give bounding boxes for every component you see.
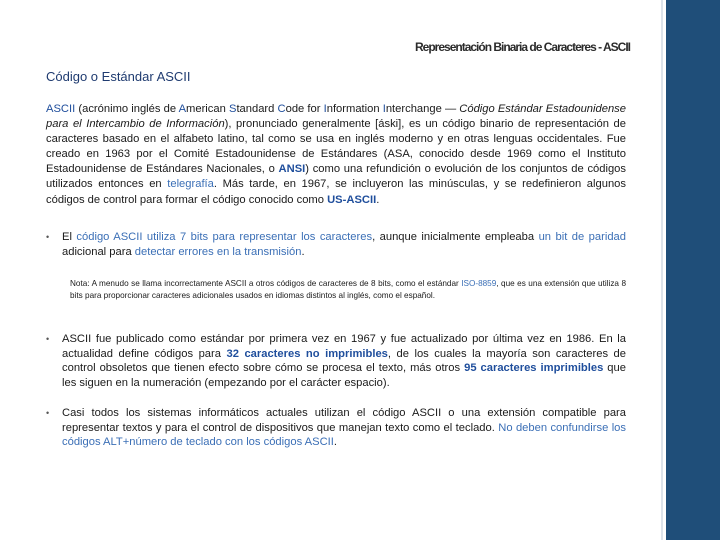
bullet-text-part: , aunque inicialmente empleaba (372, 231, 539, 243)
bullet-text-part: . (301, 245, 305, 258)
note-text: , que es una extensión que utiliza 8 bits para proporcionar caracteres adicionales usados en idiomas distintos al inglés, como el español. (70, 279, 626, 300)
acronym-letter: S (228, 103, 237, 115)
bullet-7-bits (46, 230, 626, 259)
section-heading: Código o Estándar ASCII (46, 69, 191, 84)
sidebar-divider (661, 0, 663, 540)
intro-text: merican (186, 103, 229, 115)
us-ascii-link[interactable]: US-ASCII (327, 193, 377, 206)
acronym-letter: A (178, 103, 187, 115)
intro-text: nformation (326, 103, 383, 115)
bullet-mark: • (46, 408, 50, 418)
intro-text: nterchange — (385, 103, 460, 115)
bullet-text (62, 406, 626, 450)
note-text: Nota: A menudo se llama incorrectamente ASCII a otros códigos de caracteres de 8 bits, como el estándar (70, 279, 462, 288)
bullet-mark: • (46, 232, 50, 242)
bullet-sistemas (46, 406, 626, 450)
bullet-text-part: que les siguen en la numeración (empezando por el carácter espacio). (62, 362, 626, 389)
bullet-text-part: El (62, 231, 77, 243)
acronym-letter: C (277, 103, 286, 115)
highlight-detectar-errores: detectar errores en la transmisión (134, 245, 302, 258)
telegrafia-link[interactable]: telegrafía (167, 178, 214, 191)
intro-text: (acrónimo inglés de (75, 103, 179, 115)
bullet-text (62, 230, 626, 259)
intro-text: ), pronunciado generalmente [áski], es un código binario de representación de caracteres basado en el alfabeto latino, tal como se usa en inglés moderno y en otras lenguas occidentales. Fue creado en 1963 por el Comité Estadounidense de Estándares (ASA, conocido desde 1969 como el Instituto Estadounidense de Estándares Nacionales, o (46, 118, 626, 176)
intro-text: tandard (236, 103, 278, 115)
ascii-link[interactable]: ASCII (46, 103, 76, 115)
bullet-text-part: , de los cuales la mayoría son caracteres de control obsoletos que tienen efecto sobre cómo se procesa el texto, más otros (62, 347, 627, 374)
bullet-text-part: adicional para (62, 245, 135, 258)
highlight-7-bits: código ASCII utiliza 7 bits para representar los caracteres (76, 231, 373, 243)
bullet-text-part: . (333, 436, 337, 448)
intro-text: . Más tarde, en 1967, se incluyeron las minúsculas, y se redefinieron algunos códigos de control para formar el código conocido como (46, 178, 626, 206)
highlight-no-deben-confundirse: No deben confundirse los códigos ALT+número de teclado con los códigos ASCII (62, 421, 626, 448)
sidebar-accent-bar (666, 0, 720, 540)
iso-8859-link[interactable]: ISO-8859 (461, 279, 497, 288)
ansi-link[interactable]: ANSI (278, 163, 306, 176)
acronym-letter: I (323, 103, 327, 115)
bullet-text-part: ASCII fue publicado como estándar por primera vez en 1967 y fue actualizado por última vez en 1986. En la actualidad define códigos para (62, 333, 626, 360)
highlight-no-imprimibles: 32 caracteres no imprimibles (226, 347, 388, 360)
bullet-text-part: Casi todos los sistemas informáticos actuales utilizan el código ASCII o una extensión compatible para representar textos y para el control de dispositivos que manejan texto como el teclado. (62, 407, 626, 434)
bullet-publicacion (46, 332, 626, 390)
bullet-mark: • (46, 334, 50, 344)
intro-text: ode for (285, 103, 324, 115)
bullet-text (62, 332, 626, 390)
highlight-imprimibles: 95 caracteres imprimibles (464, 362, 604, 374)
acronym-letter: I (382, 103, 386, 115)
bit-paridad-link[interactable]: un bit de paridad (538, 231, 626, 243)
spanish-translation: Código Estándar Estadounidense para el Intercambio de Información (46, 103, 627, 131)
intro-paragraph (46, 102, 626, 208)
note-paragraph (70, 278, 626, 302)
intro-text: ) como una refundición o evolución de los conjuntos de códigos utilizados entonces en (46, 163, 626, 191)
intro-text: . (376, 193, 380, 206)
slide-title: Representación Binaria de Caracteres - ASCII (415, 40, 630, 54)
